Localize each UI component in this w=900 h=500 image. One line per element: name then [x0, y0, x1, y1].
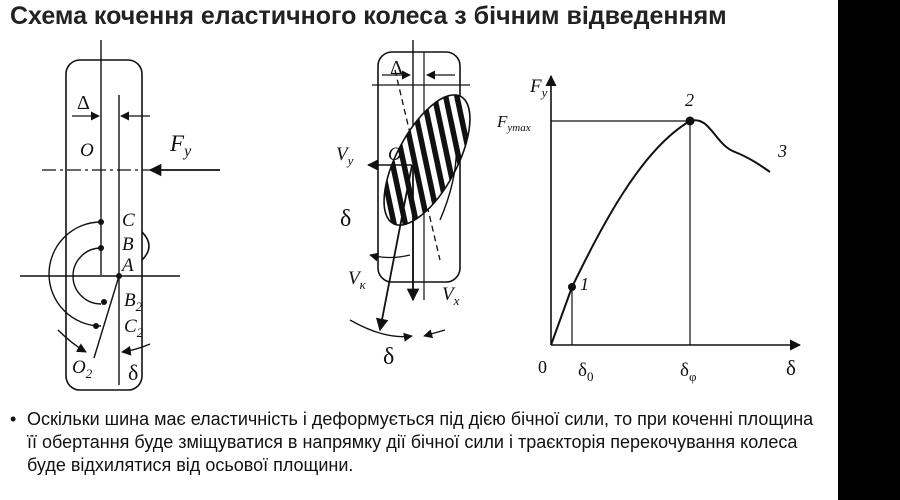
middle-wheel-figure	[336, 40, 487, 370]
middle-delta-left-label: δ	[340, 206, 352, 232]
left-a-label: A	[122, 255, 134, 276]
left-fy-label: $F_y$	[170, 131, 192, 160]
force-slip-graph	[496, 76, 800, 384]
left-point-b2	[101, 299, 107, 305]
graph-origin-label: 0	[538, 357, 547, 377]
graph-curve	[551, 120, 770, 345]
graph-point-3-label: 3	[778, 141, 787, 161]
left-delta-arc-left	[58, 330, 86, 352]
left-point-c	[98, 219, 104, 225]
graph-y-axis-label: $F_y$	[530, 76, 548, 100]
middle-delta-arc-left	[370, 255, 410, 258]
graph-fymax-label: $F_{ymax}$	[497, 112, 531, 134]
left-c-label: C	[122, 210, 135, 231]
graph-point-2	[686, 117, 695, 126]
left-wheel-figure	[20, 40, 220, 390]
left-delta-top-label: Δ	[77, 92, 90, 114]
middle-delta-top-label: Δ	[390, 57, 403, 79]
middle-vx-label: $V_x$	[442, 284, 460, 308]
graph-x-axis-label: δ	[786, 356, 796, 380]
left-point-c2	[93, 323, 99, 329]
graph-point-1-label: 1	[580, 274, 589, 294]
graph-delta0-label: $\delta_0$	[578, 360, 594, 384]
middle-o-label: O	[388, 144, 402, 165]
middle-vy-label: $V_y$	[336, 144, 354, 168]
left-delta-arc-right	[122, 344, 150, 352]
left-delta-bottom-label: δ	[128, 360, 139, 385]
graph-point-1	[568, 283, 576, 291]
slide-title: Схема кочення еластичного колеса з бічним відведенням	[10, 2, 727, 30]
left-point-b	[98, 245, 104, 251]
left-o2-label: $O_2$	[72, 357, 93, 381]
graph-deltaphi-label: $\delta_\varphi$	[680, 360, 697, 384]
bullet-text: Оскільки шина має еластичність і деформується під дією бічної сили, то при коченні площина її обертання буде зміщуватися в напрямку дії бічної сили і траєкторія перекочування колеса буде відхилятися від осьової площини.	[27, 409, 814, 475]
left-arc-outer	[49, 222, 101, 326]
left-contact-bulge	[142, 232, 149, 260]
middle-delta-bottom-label: δ	[383, 344, 395, 370]
bullet-mark: •	[10, 409, 17, 429]
left-deformed-line	[94, 276, 119, 358]
right-black-bar	[838, 0, 900, 500]
left-b2-label: $B_2$	[124, 290, 143, 314]
middle-delta-arrow-bottom-right	[424, 330, 445, 336]
graph-point-2-label: 2	[685, 90, 694, 110]
left-b-label: B	[122, 234, 134, 255]
left-o-label: O	[80, 140, 94, 161]
middle-vk-label: $V_к$	[348, 268, 366, 292]
left-c2-label: $C_2$	[124, 316, 144, 340]
middle-hatched-contact-patch	[367, 82, 488, 237]
